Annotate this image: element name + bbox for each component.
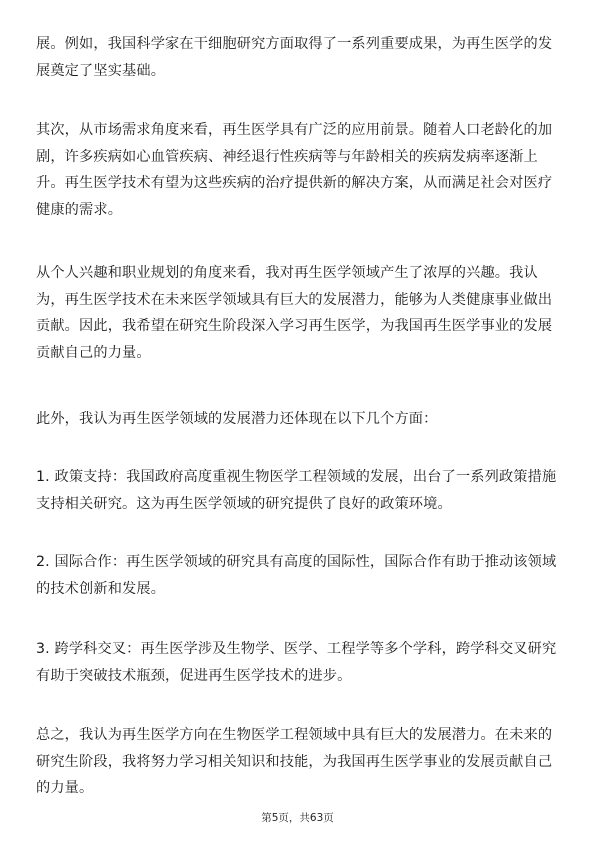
text-line: 的技术创新和发展。 [36,580,166,597]
text-line: 为，再生医学技术在未来医学领域具有巨大的发展潜力，能够为人类健康事业做出 [36,291,553,308]
list-item-policy-support [36,464,561,517]
paragraph-intro-continuation [36,31,561,84]
paragraph-conclusion [36,722,561,802]
text-line: 此外，我认为再生医学领域的发展潜力还体现在以下几个方面： [36,411,438,427]
text-line: 1. 政策支持：我国政府高度重视生物医学工程领域的发展，出台了一系列政策措施 [36,469,557,485]
text-line: 从个人兴趣和职业规划的角度来看，我对再生医学领域产生了浓厚的兴趣。我认 [36,265,538,281]
paragraph-potential-intro [36,406,561,433]
text-line: 有助于突破技术瓶颈，促进再生医学技术的进步。 [36,667,352,684]
text-line: 升。再生医学技术有望为这些疾病的治疗提供新的解决方案，从而满足社会对医疗 [36,175,553,191]
text-line: 健康的需求。 [36,201,123,218]
paragraph-personal-interest [36,260,561,366]
text-line: 2. 国际合作：再生医学领域的研究具有高度的国际性，国际合作有助于推动该领域 [36,554,557,570]
paragraph-market-demand [36,117,561,223]
list-item-interdisciplinary [36,636,561,689]
text-line: 展。例如，我国科学家在干细胞研究方面取得了一系列重要成果，为再生医学的发 [36,36,553,52]
text-line: 剧，许多疾病如心血管疾病、神经退行性疾病等与年龄相关的疾病发病率逐渐上 [36,148,538,165]
text-line: 其次，从市场需求角度来看，再生医学具有广泛的应用前景。随着人口老龄化的加 [36,122,553,138]
text-line: 展奠定了坚实基础。 [36,62,166,79]
page-number-footer: 第5页，共63页 [261,812,334,824]
text-line: 贡献。因此，我希望在研究生阶段深入学习再生医学，为我国再生医学事业的发展 [36,318,553,334]
text-line: 贡献自己的力量。 [36,344,151,361]
list-item-international-cooperation [36,549,561,602]
text-line: 研究生阶段，我将努力学习相关知识和技能，为我国再生医学事业的发展贡献自己 [36,753,553,770]
text-line: 的力量。 [36,780,94,796]
text-line: 支持相关研究。这为再生医学领域的研究提供了良好的政策环境。 [36,495,452,512]
text-line: 总之，我认为再生医学方向在生物医学工程领域中具有巨大的发展潜力。在未来的 [36,727,553,743]
text-line: 3. 跨学科交叉：再生医学涉及生物学、医学、工程学等多个学科，跨学科交叉研究 [36,641,557,657]
